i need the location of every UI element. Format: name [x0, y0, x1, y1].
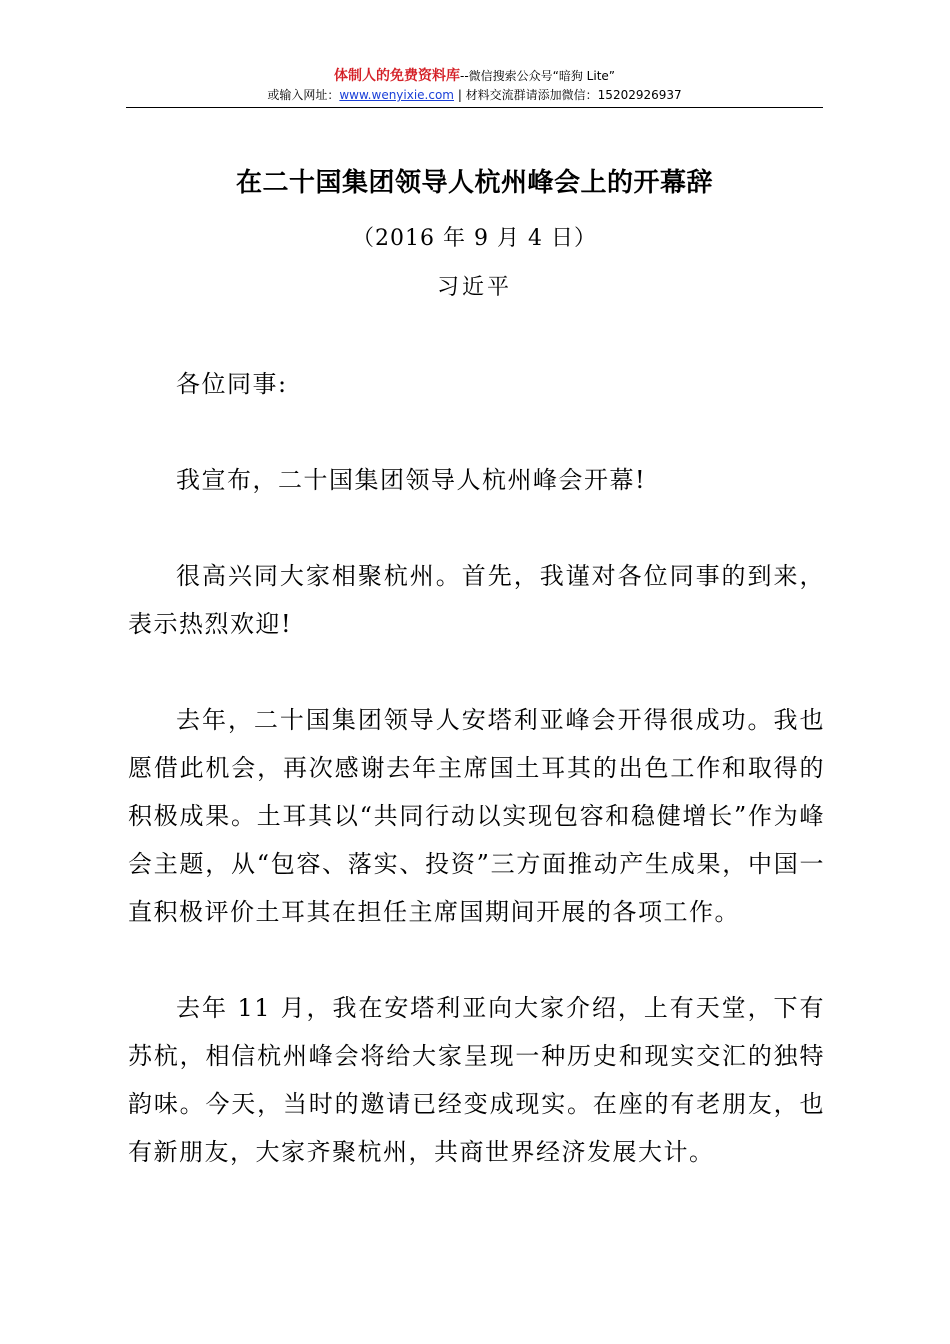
paragraph-antalya: 去年，二十国集团领导人安塔利亚峰会开得很成功。我也愿借此机会，再次感谢去年主席国土耳其的出色工作和取得的积极成果。土耳其以“共同行动以实现包容和稳健增长”作为峰会主题，从“包容、落实、投资”三方面推动产生成果，中国一直积极评价土耳其在担任主席国期间开展的各项工作。 — [128, 706, 825, 926]
paragraph-opening: 我宣布，二十国集团领导人杭州峰会开幕! — [176, 466, 647, 494]
brand-title: 体制人的免费资料库 — [333, 68, 460, 84]
salutation: 各位同事: — [176, 370, 288, 398]
document-date: （2016 年 9 月 4 日） — [352, 226, 597, 251]
paragraph-hangzhou: 去年 11 月，我在安塔利亚向大家介绍，上有天堂，下有苏杭，相信杭州峰会将给大家呈现一种历史和现实交汇的独特韵味。今天，当时的邀请已经变成现实。在座的有老朋友，也有新朋友，大家齐聚杭州，共商世界经济发展大计。 — [128, 994, 825, 1166]
document-body — [128, 360, 825, 1224]
header-line-2 — [126, 86, 823, 104]
header-divider — [126, 107, 823, 108]
url-prefix: 或输入网址： — [267, 88, 340, 102]
header-line-1 — [126, 66, 823, 86]
document-title: 在二十国集团领导人杭州峰会上的开幕辞 — [235, 168, 713, 198]
contact-info: | 材料交流群请添加微信：15202926937 — [454, 88, 682, 102]
page-header — [126, 66, 823, 104]
document-author: 习近平 — [436, 275, 512, 300]
website-link[interactable]: www.wenyixie.com — [339, 88, 454, 102]
paragraph-welcome: 很高兴同大家相聚杭州。首先，我谨对各位同事的到来，表示热烈欢迎! — [128, 562, 825, 638]
header-tagline: --微信搜索公众号“暗狗 Lite” — [459, 69, 616, 83]
